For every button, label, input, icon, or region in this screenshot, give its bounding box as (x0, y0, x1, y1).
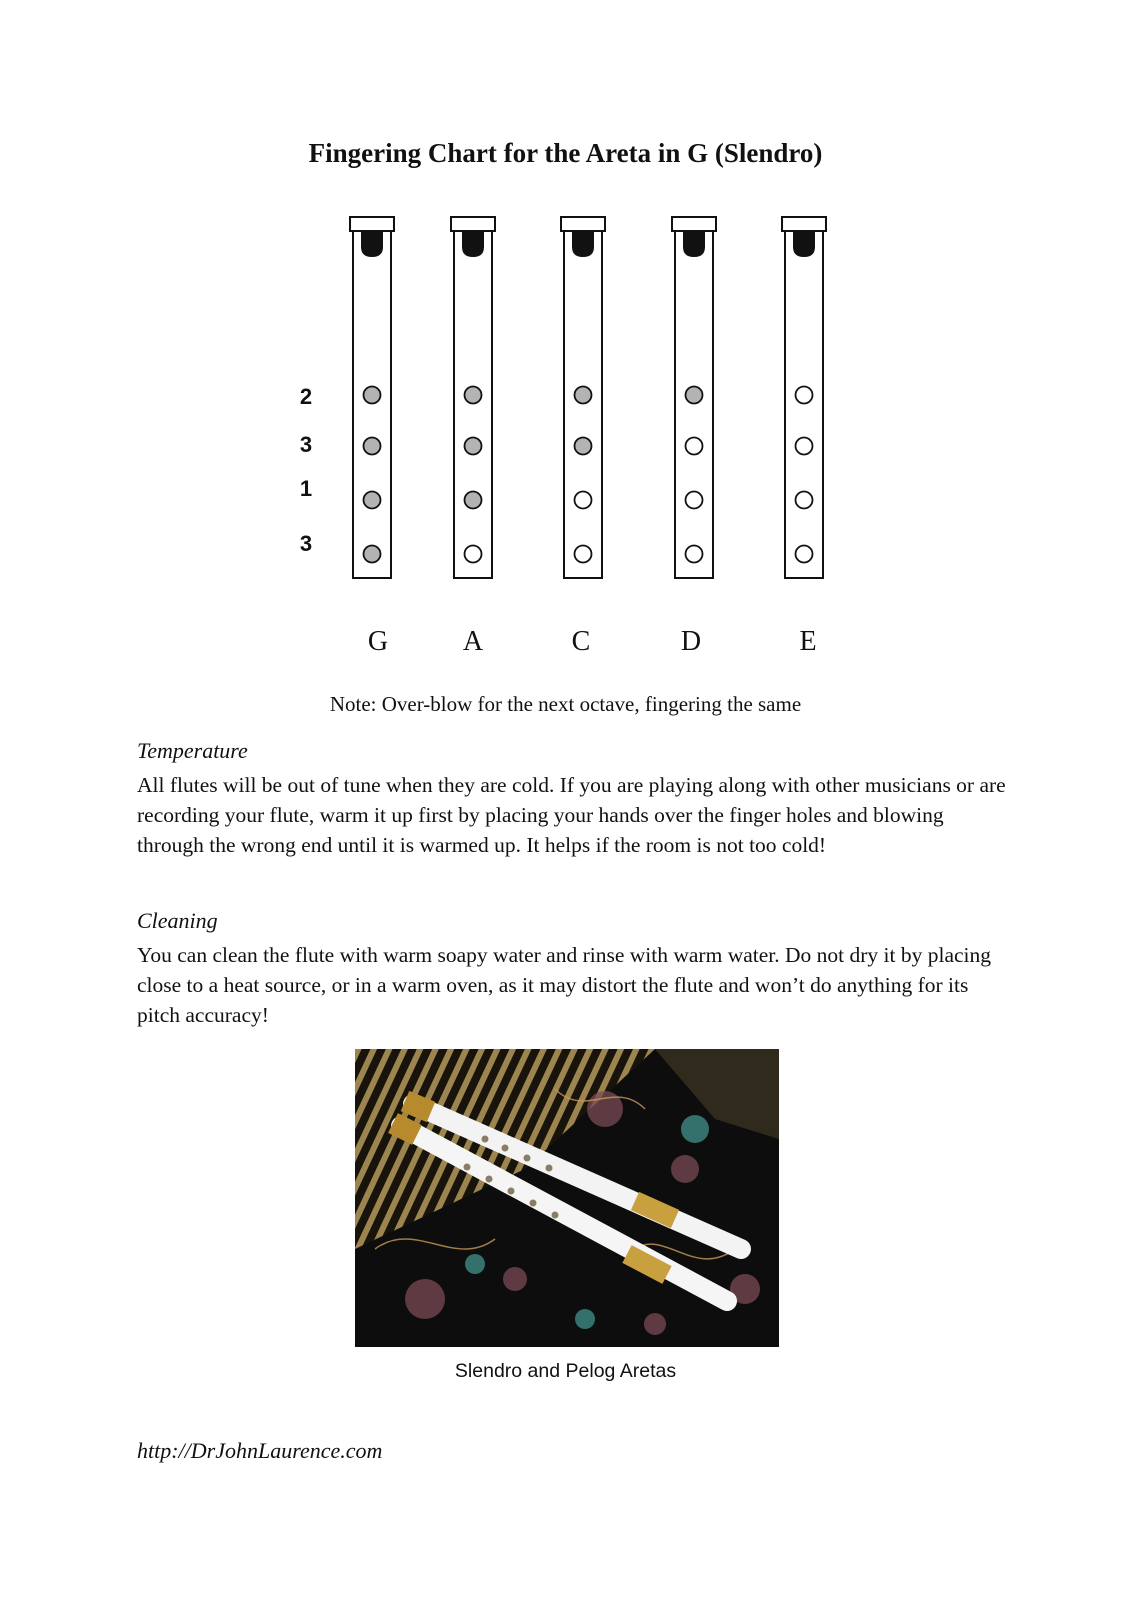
flute-cap (782, 217, 826, 231)
finger-label: 2 (299, 384, 313, 409)
cleaning-body: You can clean the flute with warm soapy water and rinse with warm water. Do not dry it by placing close to a heat source, or in a warm oven, as it may distort the flute and won’t do anything for its pitch accuracy! (137, 943, 992, 1027)
note-names (368, 626, 817, 657)
open-hole (796, 546, 813, 563)
flute-g (350, 217, 394, 578)
closed-hole (364, 387, 381, 404)
flute-cap (451, 217, 495, 231)
open-hole (686, 492, 703, 509)
open-hole (465, 546, 482, 563)
finger-label: 3 (299, 531, 313, 556)
open-hole (575, 546, 592, 563)
closed-hole (686, 387, 703, 404)
closed-hole (465, 438, 482, 455)
flute-a (451, 217, 495, 578)
mouthpiece-hole (361, 232, 383, 257)
flute-cap (561, 217, 605, 231)
open-hole (686, 546, 703, 563)
note-name-c: C (571, 626, 591, 657)
flute-cap (350, 217, 394, 231)
flute-e (782, 217, 826, 578)
mouthpiece-hole (683, 232, 705, 257)
note-name-e: E (799, 626, 817, 657)
closed-hole (364, 492, 381, 509)
flute-cap (672, 217, 716, 231)
octave-note: Note: Over-blow for the next octave, fingering the same (329, 692, 802, 716)
closed-hole (465, 492, 482, 509)
closed-hole (575, 387, 592, 404)
open-hole (796, 438, 813, 455)
flutes-photo (355, 1049, 779, 1347)
closed-hole (364, 438, 381, 455)
closed-hole (364, 546, 381, 563)
finger-labels (300, 384, 312, 556)
note-name-g: G (367, 626, 389, 657)
note-name-a: A (462, 626, 484, 657)
cleaning-heading: Cleaning (137, 908, 218, 933)
closed-hole (465, 387, 482, 404)
finger-label: 1 (299, 476, 313, 501)
photo-caption: Slendro and Pelog Aretas (454, 1360, 677, 1382)
mouthpiece-hole (572, 232, 594, 257)
open-hole (796, 387, 813, 404)
open-hole (575, 492, 592, 509)
mouthpiece-hole (793, 232, 815, 257)
flute-c (561, 217, 605, 578)
page-title: Fingering Chart for the Areta in G (Slendro) (308, 138, 823, 168)
fingering-chart (0, 200, 1131, 660)
note-name-d: D (680, 626, 702, 657)
footer-url[interactable]: http://DrJohnLaurence.com (137, 1438, 383, 1463)
open-hole (796, 492, 813, 509)
temperature-body: All flutes will be out of tune when they are cold. If you are playing along with other musicians or are recording your flute, warm it up first by placing your hands over the finger holes and blowing through the wrong end until it is warmed up. It helps if the room is not too cold! (137, 773, 1006, 857)
temperature-heading: Temperature (137, 738, 248, 763)
open-hole (686, 438, 703, 455)
flute-d (672, 217, 716, 578)
finger-label: 3 (299, 432, 313, 457)
mouthpiece-hole (462, 232, 484, 257)
flute-diagrams (350, 217, 826, 578)
closed-hole (575, 438, 592, 455)
